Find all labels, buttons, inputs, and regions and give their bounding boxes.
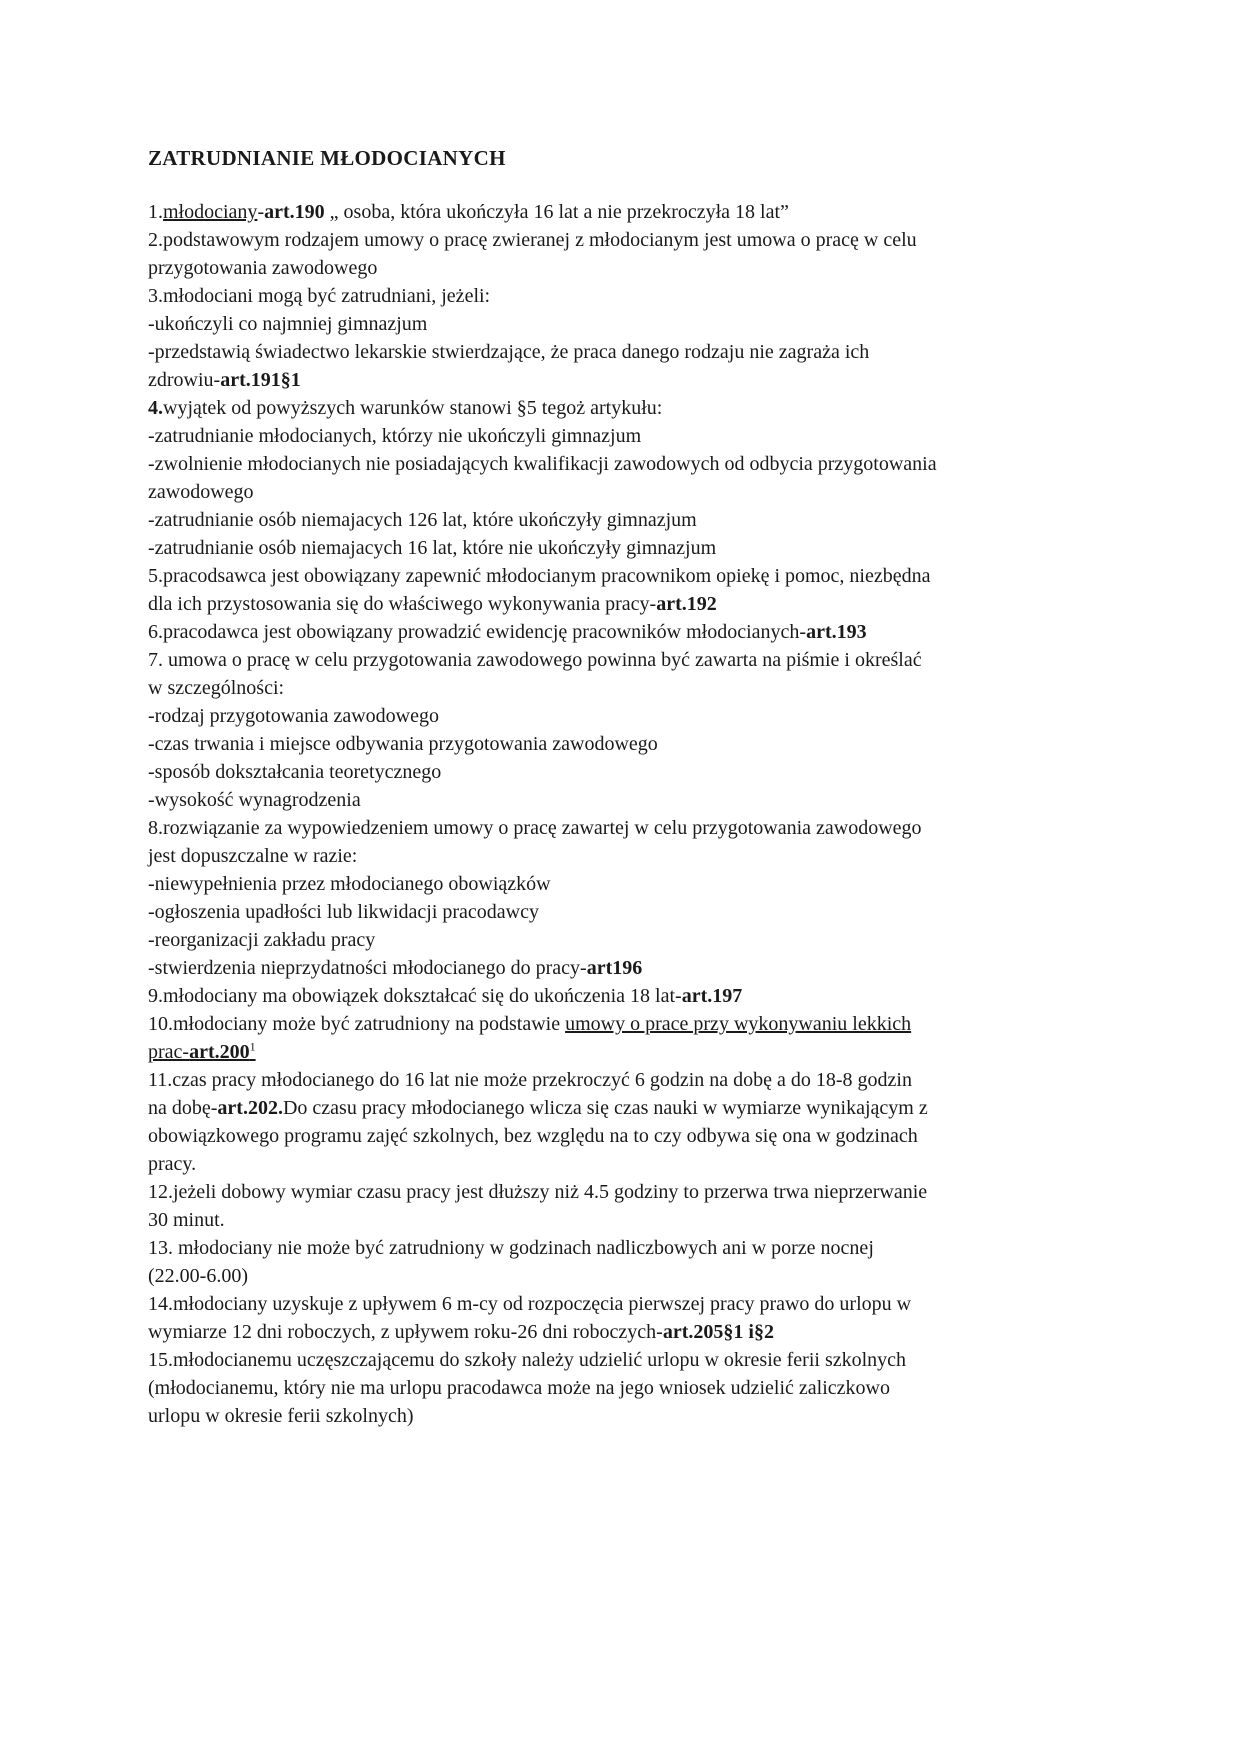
paragraph-7-item-c: -sposób dokształcania teoretycznego [148,761,442,783]
p1-number: 1. [148,201,163,223]
paragraph-7-item-d: -wysokość wynagrodzenia [148,789,361,811]
paragraph-2-line-2: przygotowania zawodowego [148,257,378,279]
p4-text: wyjątek od powyższych warunków stanowi §5 tegoż artykułu: [163,397,663,419]
p10-superscript: 1 [249,1039,256,1054]
p8-text: -stwierdzenia nieprzydatności młodocianego do pracy- [148,957,587,979]
paragraph-3: 3.młodociani mogą być zatrudniani, jeżeli: [148,285,491,307]
paragraph-14-line-1: 14.młodociany uzyskuje z upływem 6 m-cy od rozpoczęcia pierwszej pracy prawo do urlopu w [148,1293,912,1315]
paragraph-3-item-b: -przedstawią świadectwo lekarskie stwierdzające, że praca danego rodzaju nie zagraża ich [148,341,870,363]
p6-text: 6.pracodawca jest obowiązany prowadzić ewidencję pracowników młodocianych- [148,621,807,643]
paragraph-12-line-1: 12.jeżeli dobowy wymiar czasu pracy jest dłuższy niż 4.5 godziny to przerwa trwa nieprzerwanie [148,1181,928,1203]
paragraph-15-line-2: (młodocianemu, który nie ma urlopu pracodawca może na jego wniosek udzielić zaliczkowo [148,1377,890,1399]
paragraph-8-line-2: jest dopuszczalne w razie: [148,845,358,867]
paragraph-15-line-1: 15.młodocianemu uczęszczającemu do szkoły należy udzielić urlopu w okresie ferii szkolnych [148,1349,907,1371]
paragraph-11-line-1: 11.czas pracy młodocianego do 16 lat nie może przekroczyć 6 godzin na dobę a do 18-8 godzin [148,1069,912,1091]
paragraph-15-line-3: urlopu w okresie ferii szkolnych) [148,1405,414,1427]
paragraph-8-line-1: 8.rozwiązanie za wypowiedzeniem umowy o pracę zawartej w celu przygotowania zawodowego [148,817,922,839]
paragraph-3-item-a: -ukończyli co najmniej gimnazjum [148,313,428,335]
p10-article: art.200 [189,1041,250,1063]
paragraph-5-line-1: 5.pracodsawca jest obowiązany zapewnić młodocianym pracownikom opiekę i pomoc, niezbędna [148,565,931,587]
paragraph-13-line-2: (22.00-6.00) [148,1265,248,1287]
paragraph-10-line-1 [148,1010,1098,1038]
paragraph-8-item-a: -niewypełnienia przez młodocianego obowiązków [148,873,551,895]
document-page [148,144,1098,1430]
p8-article: art196 [586,957,643,979]
paragraph-6 [148,618,1098,646]
p9-text: 9.młodociany ma obowiązek dokształcać się do ukończenia 18 lat- [148,985,682,1007]
paragraph-7-item-b: -czas trwania i miejsce odbywania przygotowania zawodowego [148,733,658,755]
paragraph-11-line-2 [148,1094,1098,1122]
paragraph-8-item-c: -reorganizacji zakładu pracy [148,929,376,951]
paragraph-11-line-4: pracy. [148,1153,197,1175]
p10-link-part-1: umowy o prace przy wykonywaniu lekkich [565,1013,912,1035]
p1-term: młodociany [163,201,258,223]
paragraph-4-item-d: -zatrudnianie osób niemajacych 16 lat, które nie ukończyły gimnazjum [148,537,717,559]
paragraph-7-line-1: 7. umowa o pracę w celu przygotowania zawodowego powinna być zawarta na piśmie i określać [148,649,922,671]
paragraph-11-line-3: obowiązkowego programu zajęć szkolnych, bez względu na to czy odbywa się ona w godzinach [148,1125,918,1147]
paragraph-4 [148,394,1098,422]
p5-article: art.192 [656,593,717,615]
p3-text: zdrowiu- [148,369,221,391]
paragraph-4-item-b: -zwolnienie młodocianych nie posiadających kwalifikacji zawodowych od odbycia przygotowania [148,453,937,475]
p9-article: art.197 [681,985,743,1007]
p5-text: dla ich przystosowania się do właściwego wykonywania pracy- [148,593,657,615]
paragraph-5-line-2 [148,590,1098,618]
p11-text: Do czasu pracy młodocianego wlicza się czas nauki w wymiarze wynikającym z [282,1097,928,1119]
paragraph-7-item-a: -rodzaj przygotowania zawodowego [148,705,439,727]
p1-text: „ osoba, która ukończyła 16 lat a nie przekroczyła 18 lat” [324,201,789,223]
p1-dash: - [257,201,265,223]
paragraph-4-item-a: -zatrudnianie młodocianych, którzy nie ukończyli gimnazjum [148,425,642,447]
p14-article: art.205§1 i§2 [662,1321,774,1343]
paragraph-8-item-d [148,954,1098,982]
paragraph-4-item-c: -zatrudnianie osób niemajacych 126 lat, które ukończyły gimnazjum [148,509,697,531]
paragraph-1 [148,198,1098,226]
paragraph-8-item-b: -ogłoszenia upadłości lub likwidacji pracodawcy [148,901,539,923]
paragraph-7-line-2: w szczególności: [148,677,285,699]
paragraph-3-item-b-cont [148,366,1098,394]
p11-pre: na dobę- [148,1097,218,1119]
paragraph-4-item-b-cont: zawodowego [148,481,254,503]
paragraph-13-line-1: 13. młodociany nie może być zatrudniony w godzinach nadliczbowych ani w porze nocnej [148,1237,874,1259]
p3-article: art.191§1 [220,369,301,391]
p4-number: 4. [148,397,163,419]
p1-article: art.190 [264,201,325,223]
paragraph-14-line-2 [148,1318,1098,1346]
paragraph-9 [148,982,1098,1010]
p10-text: 10.młodociany może być zatrudniony na podstawie [148,1013,566,1035]
p10-link-text: prac- [148,1041,190,1063]
p11-article: art.202. [217,1097,283,1119]
p6-article: art.193 [806,621,867,643]
document-title: ZATRUDNIANIE MŁODOCIANYCH [148,146,506,170]
paragraph-12-line-2: 30 minut. [148,1209,225,1231]
paragraph-2-line-1: 2.podstawowym rodzajem umowy o pracę zwieranej z młodocianym jest umowa o pracę w celu [148,229,917,251]
p10-link-part-2 [148,1041,256,1063]
paragraph-10-line-2 [148,1038,1098,1066]
p14-text: wymiarze 12 dni roboczych, z upływem roku-26 dni roboczych- [148,1321,663,1343]
